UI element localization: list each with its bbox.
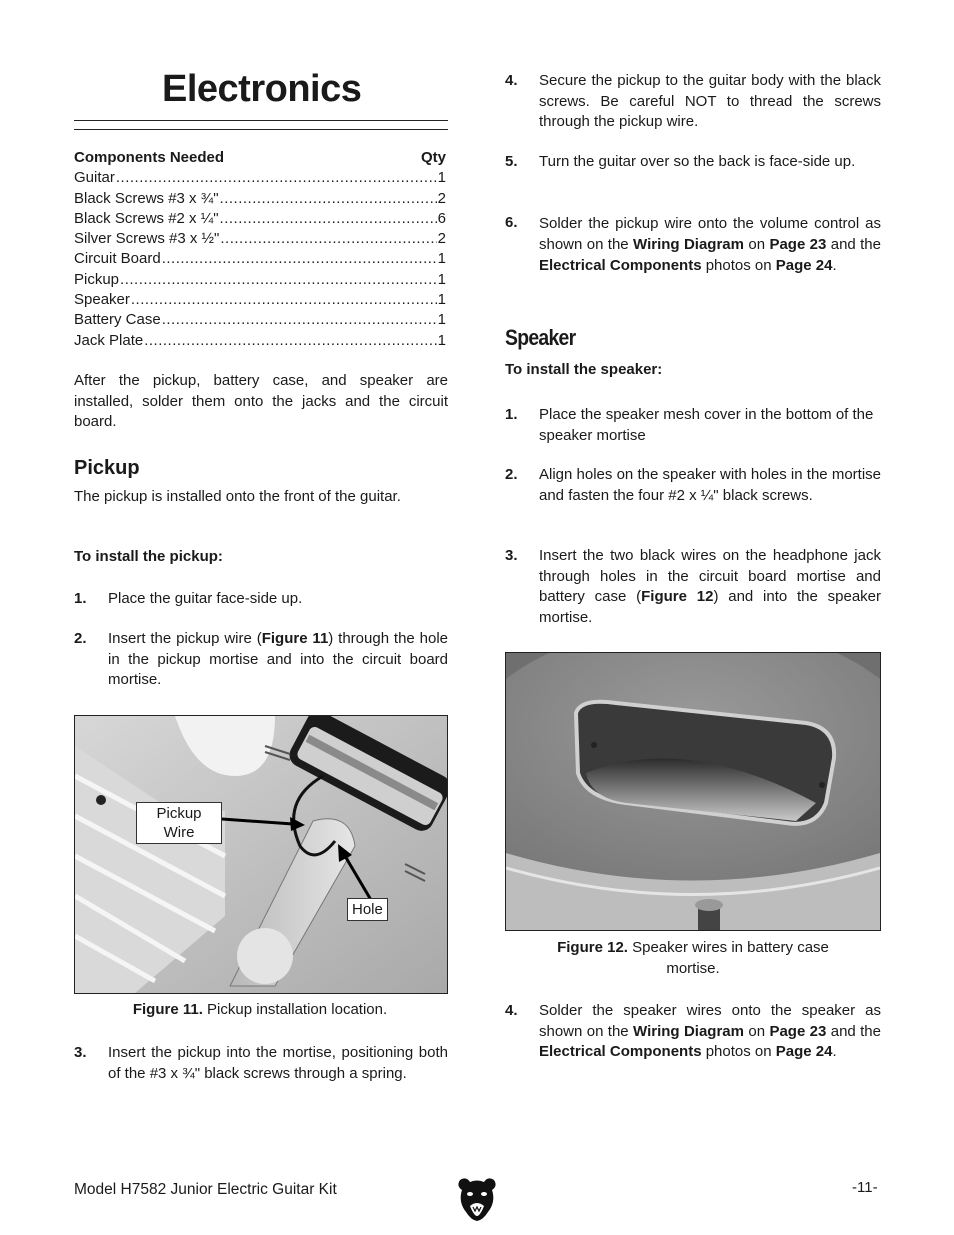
component-row bbox=[74, 229, 446, 249]
grizzly-bear-logo-icon bbox=[456, 1176, 498, 1222]
leader-dots bbox=[220, 229, 436, 249]
pickup-step-4 bbox=[505, 71, 881, 133]
step-text: Place the speaker mesh cover in the bottom of the speaker mortise bbox=[539, 406, 874, 444]
pickup-heading: Pickup bbox=[74, 457, 140, 479]
leader-dots bbox=[131, 290, 437, 310]
component-qty: 1 bbox=[437, 169, 446, 187]
component-name: Silver Screws #3 x ½" bbox=[74, 230, 220, 248]
title-rule-bottom bbox=[74, 129, 448, 130]
leader-dots bbox=[120, 270, 437, 290]
figure-12-caption: Figure 12. Speaker wires in battery case mortise. bbox=[557, 939, 829, 977]
pickup-subhead: To install the pickup: bbox=[74, 548, 223, 565]
callout-hole: Hole bbox=[347, 898, 388, 921]
footer-model: Model H7582 Junior Electric Guitar Kit bbox=[74, 1181, 337, 1198]
components-header bbox=[74, 148, 446, 168]
component-row bbox=[74, 168, 446, 188]
step-text: Insert the pickup into the mortise, positioning both of the #3 x ¾" black screws through a spring. bbox=[108, 1044, 448, 1082]
component-name: Guitar bbox=[74, 169, 115, 187]
component-name: Speaker bbox=[74, 291, 130, 309]
step-number: 1. bbox=[505, 406, 518, 423]
component-qty: 1 bbox=[437, 331, 446, 349]
figure-11-caption: Figure 11. Pickup installation location. bbox=[132, 1001, 388, 1018]
step-number: 5. bbox=[505, 153, 518, 170]
step-number: 2. bbox=[505, 466, 518, 483]
component-row bbox=[74, 189, 446, 209]
component-name: Battery Case bbox=[74, 311, 161, 329]
pickup-step-2 bbox=[74, 629, 448, 691]
component-name: Pickup bbox=[74, 270, 120, 288]
step-number: 3. bbox=[505, 547, 518, 564]
speaker-heading: Speaker bbox=[505, 325, 576, 350]
footer-page-number: -11- bbox=[852, 1179, 878, 1196]
speaker-mortise-photo-illustration bbox=[506, 653, 880, 930]
pickup-description: The pickup is installed onto the front of the guitar. bbox=[74, 488, 401, 505]
pickup-step-6 bbox=[505, 213, 881, 276]
component-row bbox=[74, 270, 446, 290]
pickup-step-1 bbox=[74, 589, 448, 610]
components-table bbox=[74, 148, 446, 351]
step-number: 2. bbox=[74, 630, 87, 647]
leader-dots bbox=[116, 168, 437, 188]
step-text: Turn the guitar over so the back is face-side up. bbox=[539, 153, 856, 170]
component-qty: 2 bbox=[437, 230, 446, 248]
component-row bbox=[74, 290, 446, 310]
figure-ref: Figure 11 bbox=[261, 630, 329, 647]
component-name: Circuit Board bbox=[74, 250, 161, 268]
step-text: Align holes on the speaker with holes in the mortise and fasten the four #2 x ¼" black screws. bbox=[539, 466, 881, 504]
step-number: 4. bbox=[505, 1002, 518, 1019]
intro-paragraph: After the pickup, battery case, and speaker are installed, solder them onto the jacks and the circuit board. bbox=[74, 372, 448, 430]
speaker-step-3 bbox=[505, 546, 881, 628]
pickup-step-3 bbox=[74, 1043, 448, 1084]
step-number: 3. bbox=[74, 1044, 87, 1061]
figure-11-photo bbox=[74, 715, 448, 994]
component-qty: 1 bbox=[437, 270, 446, 288]
step-text: Secure the pickup to the guitar body with the black screws. Be careful NOT to thread the screws through the pickup wire. bbox=[539, 72, 881, 130]
speaker-subhead: To install the speaker: bbox=[505, 361, 663, 378]
step-text: Insert the two black wires on the headphone jack through holes in the circuit board mortise and battery case (Figure 12) and into the speaker mortise. bbox=[539, 547, 882, 626]
callout-pickup-wire: Pickup Wire bbox=[136, 802, 222, 844]
component-name: Black Screws #2 x ¼" bbox=[74, 209, 219, 227]
step-text: Solder the speaker wires onto the speaker as shown on the Wiring Diagram on Page 23 and the Electrical Components photos on Page 24. bbox=[539, 1002, 881, 1060]
step-number: 6. bbox=[505, 214, 518, 231]
speaker-step-4 bbox=[505, 1001, 881, 1063]
components-header-qty: Qty bbox=[420, 149, 446, 166]
leader-dots bbox=[162, 249, 437, 269]
component-qty: 6 bbox=[437, 209, 446, 227]
leader-dots bbox=[144, 331, 436, 351]
page-title: Electronics bbox=[162, 68, 362, 110]
pickup-photo-illustration bbox=[75, 716, 447, 993]
components-header-label: Components Needed bbox=[74, 149, 225, 166]
step-text: Insert the pickup wire (Figure 11) through the hole in the pickup mortise and into the circuit board mortise. bbox=[108, 630, 448, 688]
speaker-step-1 bbox=[505, 405, 881, 446]
component-row bbox=[74, 209, 446, 229]
step-number: 1. bbox=[74, 590, 87, 607]
component-row bbox=[74, 249, 446, 269]
component-name: Black Screws #3 x ¾" bbox=[74, 189, 219, 207]
figure-ref: Figure 12 bbox=[641, 588, 714, 605]
leader-dots bbox=[162, 310, 437, 330]
step-number: 4. bbox=[505, 72, 518, 89]
component-qty: 1 bbox=[437, 311, 446, 329]
component-name: Jack Plate bbox=[74, 331, 144, 349]
leader-dots bbox=[220, 209, 437, 229]
step-text: Place the guitar face-side up. bbox=[108, 590, 303, 607]
leader-dots bbox=[220, 189, 437, 209]
component-row bbox=[74, 331, 446, 351]
component-qty: 1 bbox=[437, 250, 446, 268]
pickup-step-5 bbox=[505, 152, 881, 173]
component-qty: 2 bbox=[437, 189, 446, 207]
title-rule-top bbox=[74, 120, 448, 121]
step-text: Solder the pickup wire onto the volume control as shown on the Wiring Diagram on Page 23 and the Electrical Components photos on Page 24. bbox=[539, 215, 881, 274]
figure-12-photo bbox=[505, 652, 881, 931]
component-qty: 1 bbox=[437, 291, 446, 309]
speaker-step-2 bbox=[505, 465, 881, 506]
component-row bbox=[74, 310, 446, 330]
